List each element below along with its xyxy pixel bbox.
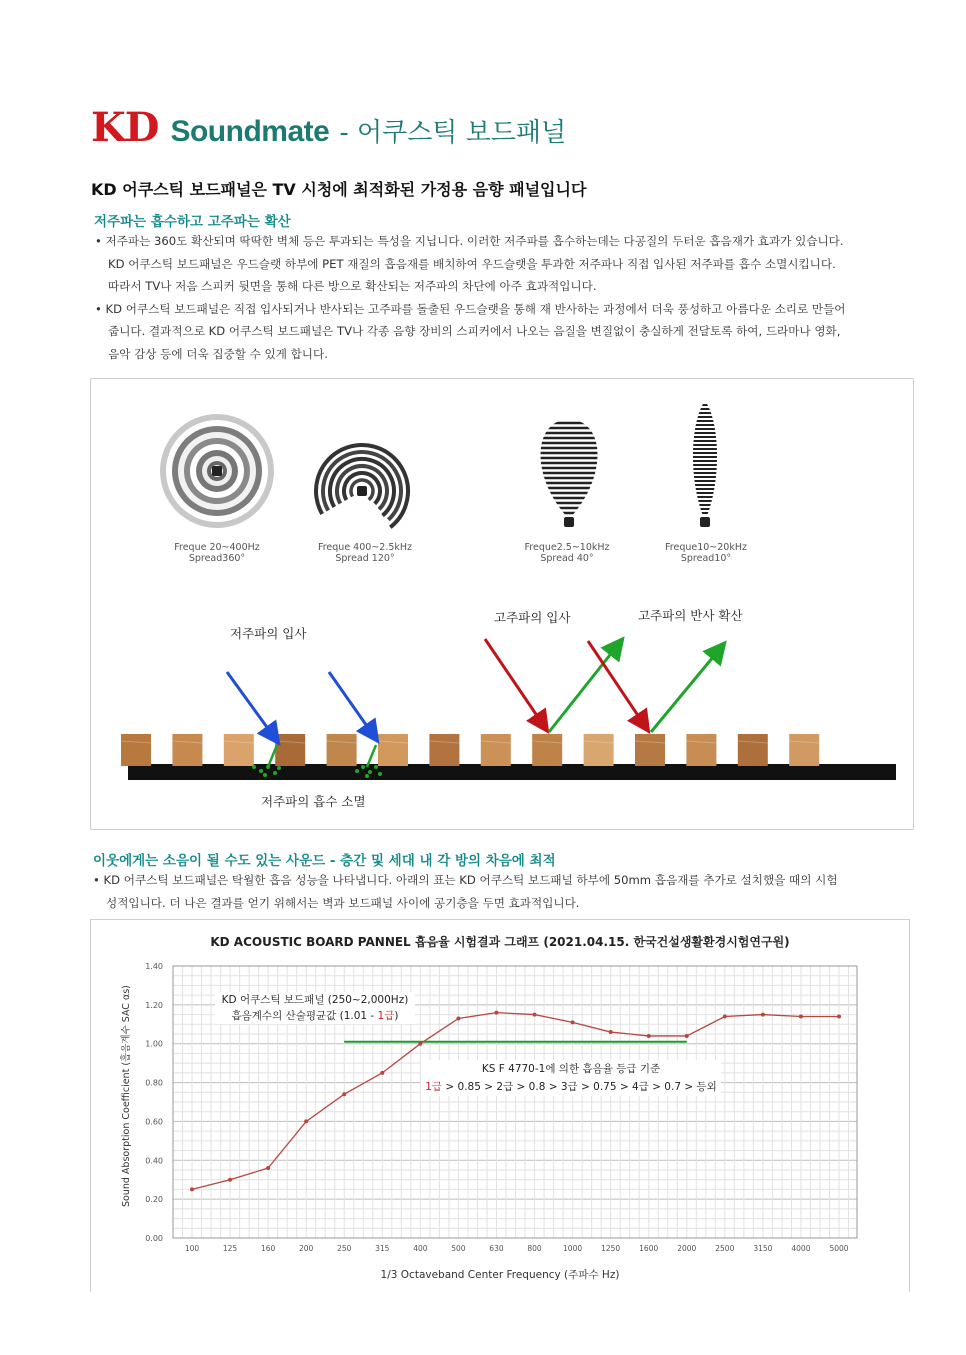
wave-caption-1 — [157, 542, 277, 564]
chart-xtick-label: 200 — [299, 1244, 314, 1253]
wave-caption-3 — [507, 542, 627, 564]
wave-caption-2 — [305, 542, 425, 564]
wave-caption-spread: Spread 120° — [335, 553, 395, 564]
annotation-average-grade: 1급 — [377, 1010, 395, 1022]
chart-xtick-label: 1000 — [563, 1244, 583, 1253]
chart-xtick-label: 250 — [337, 1244, 352, 1253]
chart-title: KD ACOUSTIC BOARD PANNEL 흡음율 시험결과 그래프 (2021.04.15. 한국건설생활환경시험연구원) — [210, 935, 790, 949]
label-high-reflect: 고주파의 반사 확산 — [638, 608, 743, 623]
chart-data-point — [418, 1042, 422, 1046]
chart-data-point — [647, 1034, 651, 1038]
wood-slat — [481, 734, 511, 766]
wood-slat — [172, 734, 202, 766]
wood-slat — [789, 734, 819, 766]
wood-slat — [584, 734, 614, 766]
chart-xtick-label: 4000 — [791, 1244, 811, 1253]
chart-ytick-label: 0.60 — [145, 1117, 163, 1127]
annotation-average-pre: 흡음계수의 산술평균값 (1.01 - — [231, 1010, 378, 1022]
wave-diagram-box — [90, 378, 914, 830]
wood-slat — [635, 734, 665, 766]
chart-ytick-label: 0.00 — [145, 1234, 163, 1243]
label-high-incident: 고주파의 입사 — [494, 610, 571, 625]
annotation-average-line2 — [215, 1008, 415, 1024]
chart-ytick-label: 1.40 — [145, 962, 163, 971]
section1-bullet1-line: • 저주파는 360도 확산되며 딱딱한 벽체 등은 투과되는 특성을 지닙니다. 이러한 저주파를 흡수하는데는 다공질의 두터운 흡음재가 효과가 있습니다. — [95, 234, 844, 248]
annotation-grades-line1: KS F 4770-1에 의한 흡음율 등급 기준 — [481, 1063, 661, 1075]
chart-ylabel: Sound Absorption Coefficient (흡음계수 SAC αs) — [121, 985, 132, 1207]
page-headline: KD 어쿠스틱 보드패널은 TV 시청에 최적화된 가정용 음향 패널입니다 — [91, 180, 587, 199]
chart-xlabel: 1/3 Octaveband Center Frequency (주파수 Hz) — [380, 1269, 620, 1281]
wave-caption-freq: Freque10~20kHz — [665, 542, 747, 553]
wave-pattern-40-icon — [531, 417, 611, 527]
chart-xtick-label: 3150 — [753, 1244, 773, 1253]
section1-title: 저주파는 흡수하고 고주파는 확산 — [94, 214, 291, 230]
wave-caption-freq: Freque2.5~10kHz — [524, 542, 610, 553]
chart-data-point — [571, 1020, 575, 1024]
section1-bullet2-line: • KD 어쿠스틱 보드패널은 직접 입사되거나 반사되는 고주파를 돌출된 우드슬랫을 통해 재 반사하는 과정에서 더욱 풍성하고 아름다운 소리로 만들어 — [95, 301, 846, 316]
chart-xtick-label: 400 — [413, 1244, 428, 1253]
annotation-grades-grade1: 1급 — [425, 1081, 443, 1093]
wood-slat — [378, 734, 408, 766]
chart-data-point — [799, 1015, 803, 1019]
chart-data-point — [380, 1071, 384, 1075]
wood-slat — [327, 734, 357, 766]
wave-caption-freq: Freque 400~2.5kHz — [317, 542, 413, 553]
section2-line: 성적입니다. 더 나은 결과를 얻기 위해서는 벽과 보드패널 사이에 공기층을 두면 효과적입니다. — [106, 895, 580, 910]
wood-slat — [738, 734, 768, 766]
brand-logo-soundmate: Soundmate — [170, 115, 330, 148]
chart-xtick-label: 160 — [260, 1244, 276, 1253]
wave-diagram-svg — [91, 379, 913, 829]
annotation-grades-line2 — [421, 1078, 721, 1096]
annotation-grades-rest: > 0.85 > 2급 > 0.8 > 3급 > 0.75 > 4급 > 0.7 > 등외 — [442, 1081, 717, 1093]
section1-bullet1-line: KD 어쿠스틱 보드패널은 우드슬랫 하부에 PET 재질의 흡음재를 배치하여 우드슬랫을 투과한 저주파나 직접 입사된 저주파를 흡수 소멸시킵니다. — [108, 256, 836, 271]
wave-caption-spread: Spread 40° — [540, 553, 594, 564]
wood-slat — [532, 734, 562, 766]
wood-slat — [275, 734, 305, 766]
chart-data-point — [609, 1030, 613, 1034]
absorption-chart-svg — [91, 920, 909, 1292]
chart-xtick-label: 5000 — [829, 1244, 849, 1253]
chart-xtick-label: 1600 — [639, 1244, 659, 1253]
chart-xtick-label: 2500 — [715, 1244, 735, 1253]
wave-pattern-360-icon — [160, 414, 274, 528]
chart-data-point — [761, 1013, 765, 1017]
chart-annotation-average — [215, 992, 415, 1024]
brand-logo-kd: KD — [91, 104, 159, 151]
section2-paragraph — [93, 869, 838, 914]
chart-ytick-label: 0.40 — [145, 1156, 163, 1166]
chart-data-point — [533, 1013, 537, 1017]
high-frequency-arrows-icon — [485, 639, 723, 732]
chart-data-point — [456, 1016, 460, 1020]
chart-data-point — [494, 1011, 498, 1015]
chart-data-point — [723, 1015, 727, 1019]
chart-xtick-label: 315 — [375, 1244, 390, 1253]
wave-caption-spread: Spread360° — [188, 553, 246, 564]
annotation-average-post: ) — [394, 1010, 399, 1022]
chart-xtick-label: 125 — [222, 1244, 238, 1253]
chart-xtick-label: 500 — [451, 1244, 466, 1253]
chart-xtick-label: 800 — [527, 1244, 542, 1253]
chart-ytick-label: 0.20 — [145, 1195, 163, 1205]
brand-subtitle: - 어쿠스틱 보드패널 — [339, 118, 567, 148]
label-low-incident: 저주파의 입사 — [230, 626, 307, 641]
section2-line: • KD 어쿠스틱 보드패널은 탁월한 흡음 성능을 나타냅니다. 아래의 표는 KD 어쿠스틱 보드패널 하부에 50mm 흡음재를 추가로 설치했을 때의 시험 — [93, 873, 838, 887]
section1-bullet2-line: 줍니다. 결과적으로 KD 어쿠스틱 보드패널은 TV나 각종 음향 장비의 스피커에서 나오는 음질을 변질없이 충실하게 전달토록 하여, 드라마나 영화, — [108, 324, 841, 339]
chart-data-point — [304, 1119, 308, 1123]
wave-caption-spread: Spread10° — [680, 553, 732, 564]
chart-xtick-label: 2000 — [677, 1244, 697, 1253]
wood-slat — [429, 734, 459, 766]
chart-xtick-label: 630 — [489, 1244, 504, 1253]
chart-data-point — [228, 1178, 232, 1182]
label-absorb: 저주파의 흡수 소멸 — [261, 794, 366, 809]
wave-pattern-10-icon — [687, 399, 723, 527]
chart-ytick-label: 1.00 — [145, 1039, 163, 1049]
brand-title — [91, 104, 566, 160]
section1-paragraph — [95, 230, 845, 366]
section1-bullet2-line: 음악 감상 등에 더욱 집중할 수 있게 합니다. — [108, 346, 328, 361]
chart-ytick-label: 0.80 — [145, 1078, 163, 1088]
absorption-chart-box — [90, 919, 910, 1292]
wave-pattern-120-icon — [299, 428, 425, 554]
wave-caption-freq: Freque 20~400Hz — [174, 542, 260, 553]
wood-slat — [121, 734, 151, 766]
chart-data-point — [685, 1034, 689, 1038]
section2-title: 이웃에게는 소음이 될 수도 있는 사운드 - 층간 및 세대 내 각 방의 차음에 최적 — [93, 853, 556, 869]
wood-slat — [686, 734, 716, 766]
chart-annotation-grades — [421, 1060, 721, 1096]
annotation-average-line1: KD 어쿠스틱 보드패널 (250~2,000Hz) — [221, 994, 409, 1006]
wood-slat — [224, 734, 254, 766]
section1-bullet1-line: 따라서 TV나 저음 스피커 뒷면을 통해 다른 방으로 확산되는 저주파의 차단에 아주 효과적입니다. — [108, 279, 597, 294]
wood-slat-panel — [121, 734, 896, 780]
chart-data-point — [266, 1166, 270, 1170]
chart-ytick-label: 1.20 — [145, 1000, 163, 1010]
chart-xtick-label: 100 — [184, 1244, 200, 1253]
wave-caption-4 — [646, 542, 766, 564]
chart-data-point — [837, 1015, 841, 1019]
chart-xtick-label: 1250 — [601, 1244, 621, 1253]
chart-data-point — [190, 1187, 194, 1191]
chart-data-point — [342, 1092, 346, 1096]
